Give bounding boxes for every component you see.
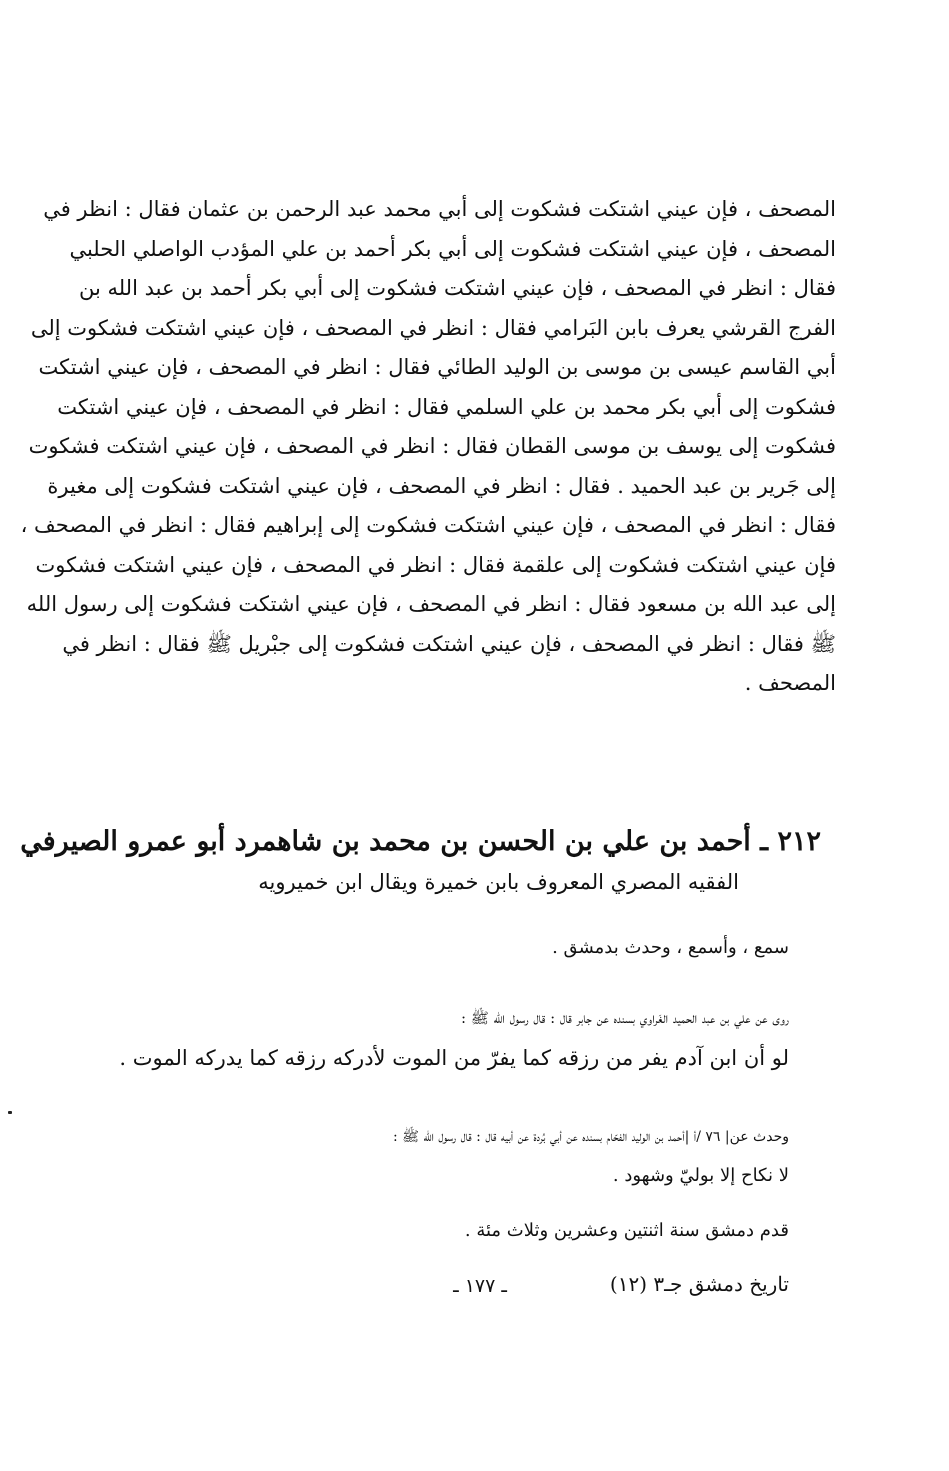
footer-book-title: تاريخ دمشق جـ٣ (١٢) (609, 1272, 789, 1296)
text-line: فشكوت إلى يوسف بن موسى القطان فقال : انظر في المصحف ، فإن عيني اشتكت فشكوت (28, 434, 836, 458)
text-line: فإن عيني اشتكت فشكوت إلى علقمة فقال : انظر في المصحف ، فإن عيني اشتكت فشكوت (35, 552, 836, 577)
main-text-block (20, 190, 836, 704)
text-line: ﷺ فقال : انظر في المصحف ، فإن عيني اشتكت فشكوت إلى جبْريل ﷺ فقال : انظر في (62, 631, 836, 656)
text-line: المصحف ، فإن عيني اشتكت فشكوت إلى أبي بكر أحمد بن علي المؤدب الواصلي الحلبي (69, 236, 836, 261)
hadith-text: لو أن ابن آدم يفر من رزقه كما يفرّ من الموت لأدركه رزقه كما يدركه الموت . (119, 1046, 789, 1070)
text-line: الفرج القرشي يعرف بابن البَرامي فقال : انظر في المصحف ، فإن عيني اشتكت فشكوت إلى (30, 315, 836, 340)
text-line: فشكوت إلى أبي بكر محمد بن علي السلمي فقال : انظر في المصحف ، فإن عيني اشتكت (57, 394, 836, 419)
text-line: إلى عبد الله بن مسعود فقال : انظر في المصحف ، فإن عيني اشتكت فشكوت إلى رسول الله (26, 592, 836, 616)
text-line: أبي القاسم عيسى بن موسى بن الوليد الطائي فقال : انظر في المصحف ، فإن عيني اشتكت (38, 355, 836, 379)
text-line: فقال : انظر في المصحف ، فإن عيني اشتكت فشكوت إلى أبي بكر أحمد بن عبد الله بن (78, 276, 836, 300)
text-line: المصحف ، فإن عيني اشتكت فشكوت إلى أبي محمد عبد الرحمن بن عثمان فقال : انظر في (43, 197, 836, 221)
isnad-line: روى عن علي بن عبد الحميد الغَراوي بسنده عن جابر قال : قال رسول الله ﷺ : (460, 1009, 789, 1027)
entry-title: ٢١٢ ـ أحمد بن علي بن الحسن بن محمد بن شاهمرد أبو عمرو الصيرفي (20, 826, 821, 857)
isnad-line: وحدث عن| ٧٦ /أ |أحمد بن الوليد الفحّام بسنده عن أبي بُردة عن أبيه قال : قال رسول الله ﷺ : (392, 1129, 789, 1145)
text-line: فقال : انظر في المصحف ، فإن عيني اشتكت فشكوت إلى إبراهيم فقال : انظر في المصحف ، (20, 513, 836, 537)
text-line: المصحف . (744, 671, 836, 695)
hadith-text: لا نكاح إلا بوليّ وشهود . (612, 1165, 789, 1186)
arrival-note: قدم دمشق سنة اثنتين وعشرين وثلاث مئة . (464, 1220, 789, 1241)
page-number: ـ ١٧٧ ـ (453, 1275, 507, 1297)
text-line: إلى جَرير بن عبد الحميد . فقال : انظر في المصحف ، فإن عيني اشتكت فشكوت إلى مغيرة (47, 473, 836, 498)
scan-speck (8, 1111, 12, 1114)
narration-note: سمع ، وأسمع ، وحدث بدمشق . (552, 937, 789, 958)
entry-subtitle: الفقيه المصري المعروف بابن خميرة ويقال ابن خميرويه (258, 870, 739, 894)
